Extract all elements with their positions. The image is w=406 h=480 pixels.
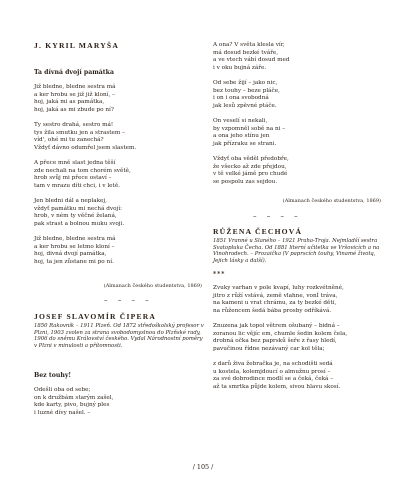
poem-stanza: Zvuky varhan v pole kvapí, luhy rozkvétněné, jitro z růží vstává, země vlahne, vonÍ tráva, na kameni u vrat chrámu, za ty bezké děti, na růžencem šedá bába prosby odříkává. [213,285,344,314]
poem-stanza: Znuzena jak topol větrem ošubaný – bidná – zoranou lic vějíc em, chumle šedin kolem čela, drobná očka bez paprsků šeře z řasy hledí, pavučinou řídne nezávaný car kol těla; [213,323,348,352]
poem-stanza: Jen bledni dál a neplakej, vždyť památku mi nechá dvojí: hrob, v ném ty věčné želaná, pak strast a bolnou muku svoji. [34,198,125,227]
source-note: (Almanach českého studentstva, 1869) [103,283,202,289]
section-stars: *** [213,271,226,278]
author-heading: RŮŽENA ČECHOVÁ [213,227,303,236]
author-bio: 1851 Vranné u Slaného – 1921 Praha-Troja. Nejmladší sestra Svatopluka Čecha. Od 1881 literní učitelka ve Vršovicích a na Vinohradech. – Prozaička (V paprscích touhy, Vinamé životą, Jejich lásky a další). [213,238,380,265]
author-heading: JOSEF SLAVOMÍR ČIPERA [34,312,157,321]
poem-stanza: Vždyť oba věděl předobře, že všecko až zde přejdou, v tě velké jámě pro chudé se pospolu zas sejdou. [213,156,289,185]
author-bio: 1850 Rakovník – 1911 Plzeň. Od 1872 středoškolský profesor v Plzni, 1903 zvolen za strana svobodomyslnou do Plzňské rady, 1906 do sněmu Království českého. Vydal Národnostní poměry v Plzni v minulosti a přítomnosti. [34,323,204,350]
poem-title: Ta dívná dvojí památka [34,69,114,76]
section-divider: – – – – [253,212,302,220]
poem-stanza: On veselí si nekali, by vzpomněl sobě na ni – a ona jeho stínu jen jak přízraku se strani. [213,118,286,147]
poem-stanza: A ona? V světa klesla vír, má dosud bezké tváře, a ve vtech vábí dosud med i v oku bujná záře. [213,42,290,71]
poem-stanza: Ty sestro drahá, sestro má! tys žila smutku jen a strastem – víd', ohé mi tu zanechá? Vždyť dávno odumřel jsem slastem. [34,122,137,151]
section-divider: – – – – [104,296,153,304]
poem-title: Bez touhy! [34,372,72,379]
poem-stanza: Odešli oba od sebe; on k družbám starým zašel, kde karty, pivo, bujný ples i luzné dívy našel. – [34,387,114,416]
poem-stanza: z darů živa žebračka je, na schodišti sedá u kostela, kolemjdoucí o almužnu prosí – za své dobrodince modlí se a čeká, čeká – až ta smrtka půjde kolem, sivou hlavu skosí. [213,361,341,390]
poem-stanza: Již bledne, bledne sestra má a ker hrobu se již již kloní, – hoj, jaká mi as památka, hoj, jaká as mi zbude po ní? [34,84,116,113]
poem-stanza: A přece mně slast jedna těší zde nechali na tom chorém světě, hrob svůj mi přece ostaví – tam v mrazu díti chci, i v letě. [34,160,131,189]
poem-stanza: Od sebe žijí – jako nic, bez touhy – beze pláče, i on i ona svobodná jak lesů zpěvné ptáče. [213,80,280,109]
poem-stanza: Již bledne, bledne sestra má a ker hrobu se letmo kloní – hoj, divná dvojí památka, hoj, ta jen zůstane mi po ní. [34,236,116,265]
source-note: (Almanach českého studentstva, 1869) [282,198,381,204]
page-number: / 105 / [192,463,214,471]
author-heading: J. KYRIL MARYŠA [34,41,120,50]
